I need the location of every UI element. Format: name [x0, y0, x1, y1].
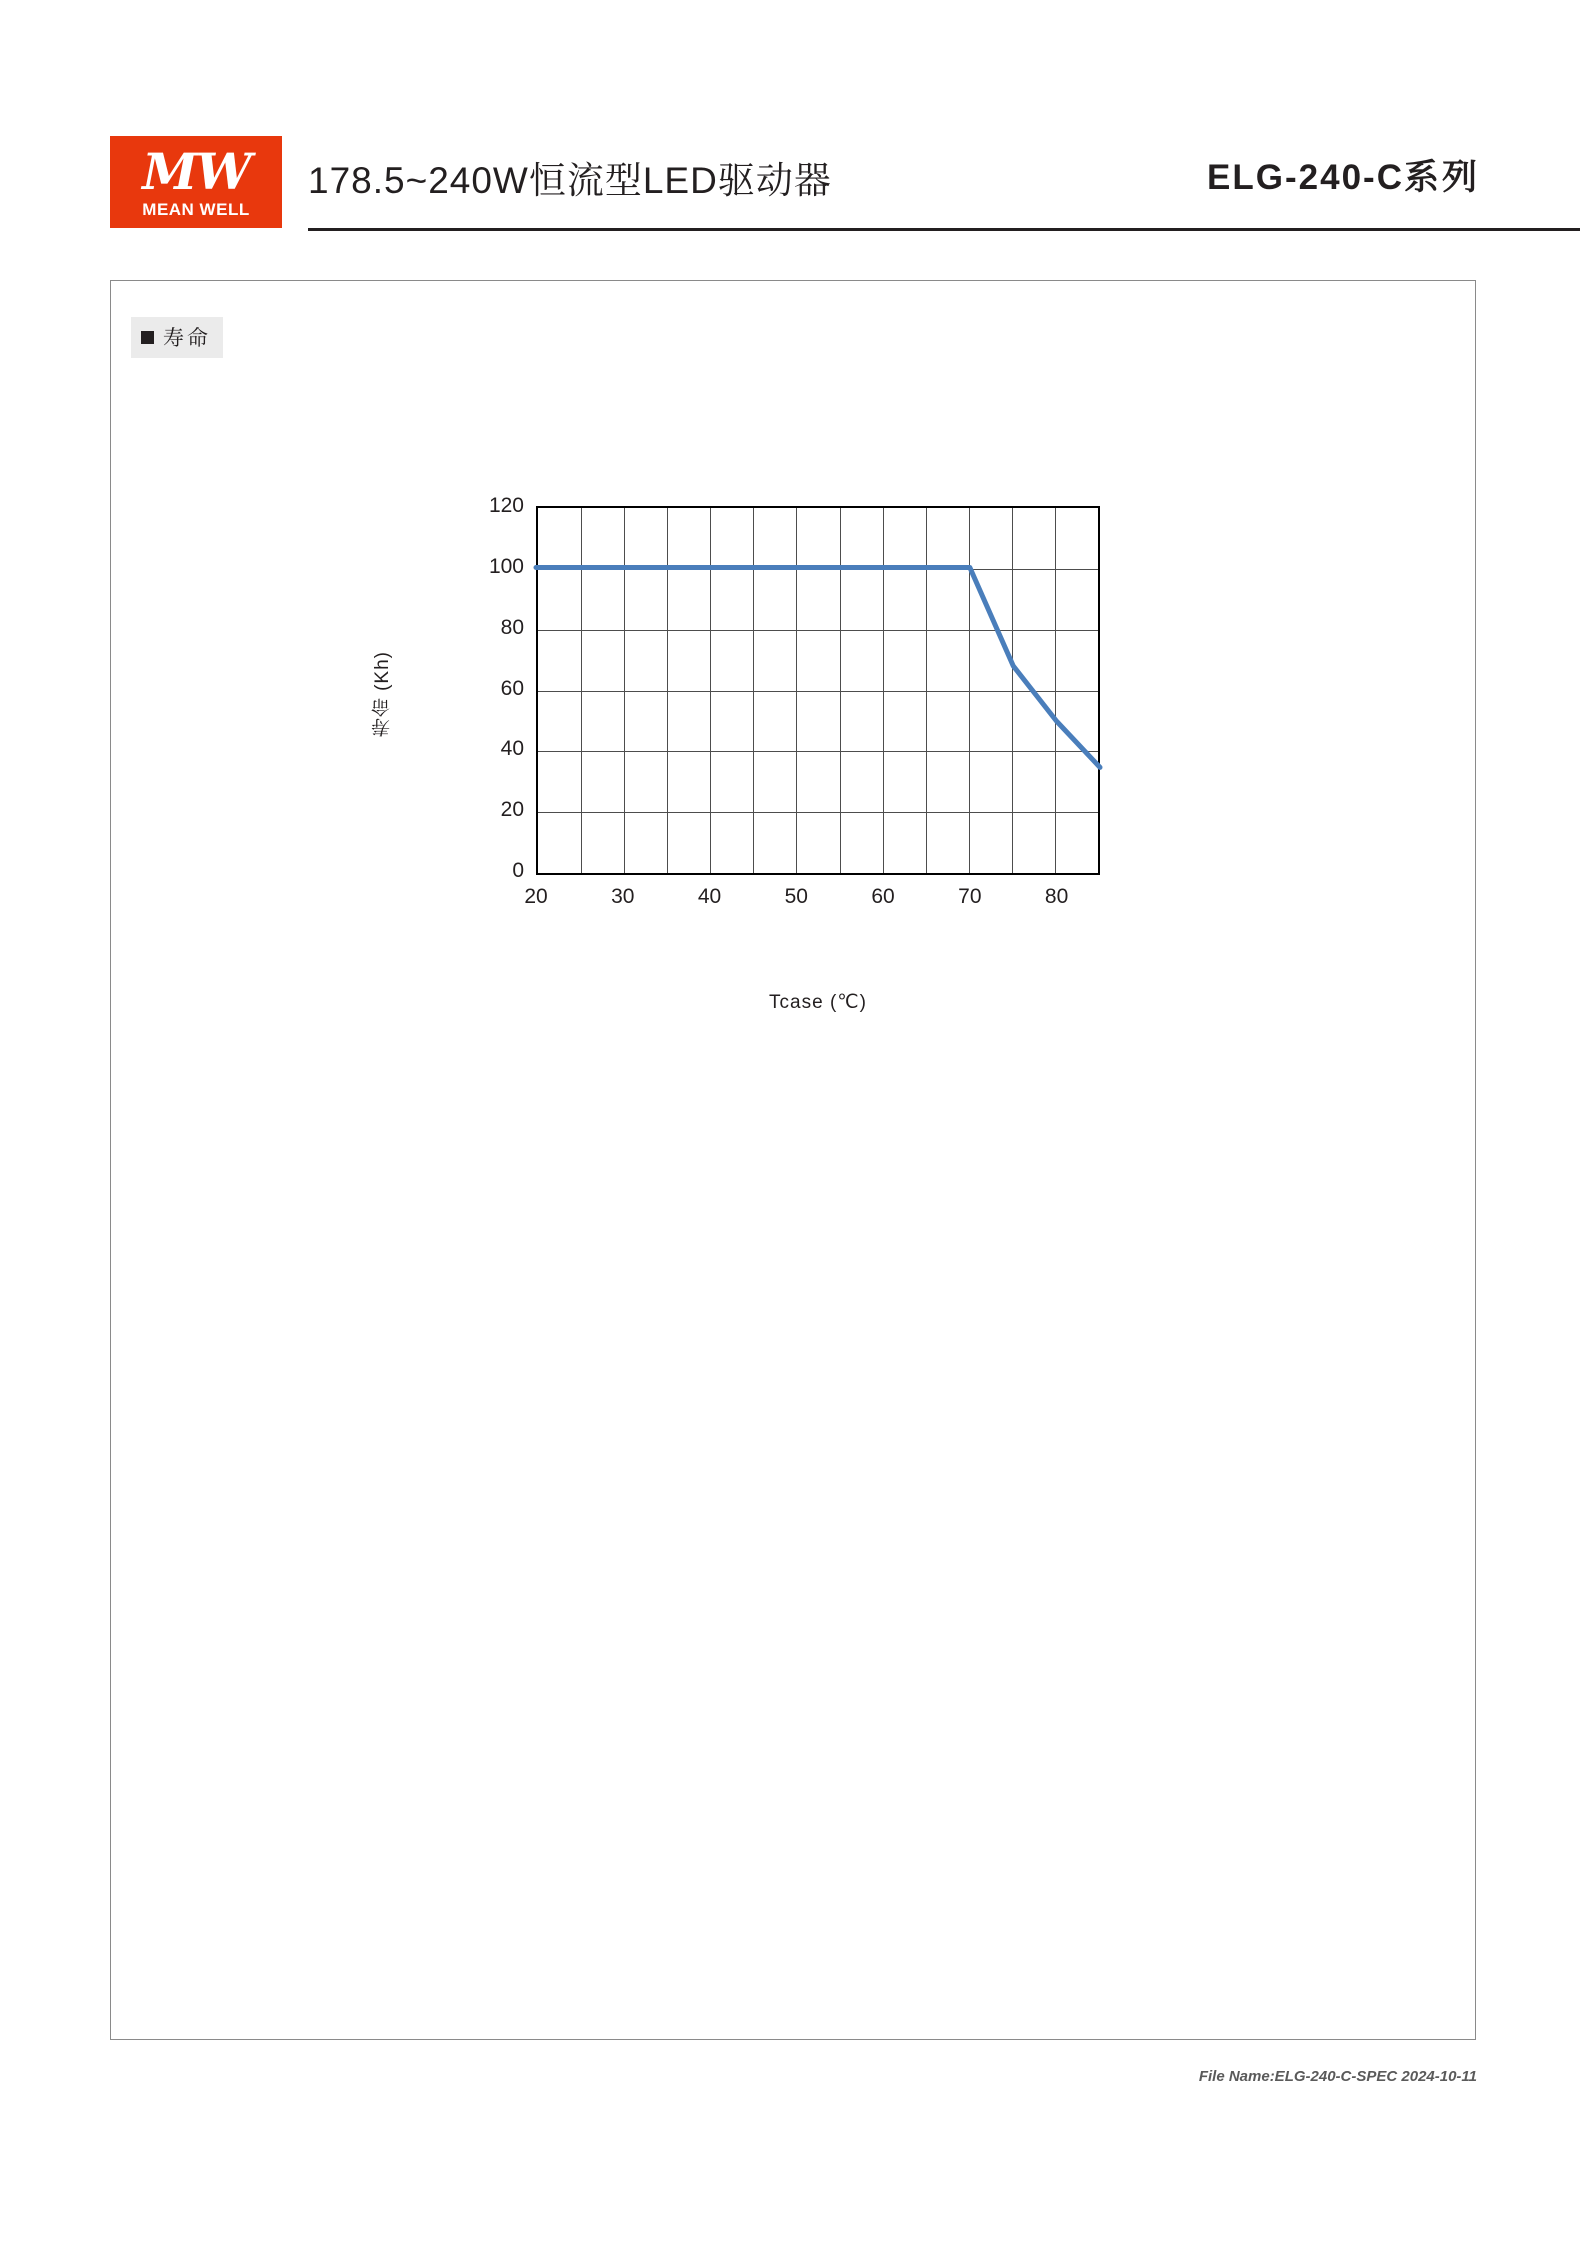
logo-mark: MW — [142, 141, 250, 201]
page-title: 178.5~240W恒流型LED驱动器 — [308, 160, 832, 201]
model-code: ELG-240-C — [1207, 158, 1404, 197]
meanwell-logo — [110, 136, 282, 228]
y-tick-label: 40 — [500, 737, 524, 761]
series-line — [536, 568, 1100, 768]
series-life — [536, 506, 1100, 875]
x-axis-title: Tcase (℃) — [769, 992, 867, 1013]
y-tick-label: 60 — [500, 676, 524, 700]
y-tick-label: 80 — [500, 615, 524, 639]
footer-file-name: File Name:ELG-240-C-SPEC 2024-10-11 — [1198, 2068, 1477, 2085]
life-expectancy-chart — [361, 481, 1361, 1101]
y-axis-ticks — [456, 494, 524, 882]
x-tick-label: 60 — [871, 885, 895, 908]
x-axis-ticks — [524, 885, 1100, 921]
section-heading-label: 寿命 — [163, 327, 211, 350]
x-tick-label: 50 — [784, 885, 808, 908]
model-name — [1207, 150, 1480, 200]
model-series-suffix: 系列 — [1403, 158, 1480, 197]
page-header — [110, 128, 1480, 228]
y-axis-title: 寿命 (Kh) — [372, 651, 393, 738]
header-divider — [308, 228, 1580, 231]
x-tick-label: 80 — [1044, 885, 1069, 908]
y-tick-label: 120 — [488, 494, 524, 517]
y-tick-label: 20 — [500, 798, 524, 822]
logo-wordmark: MEAN WELL — [142, 199, 250, 219]
x-tick-label: 20 — [524, 885, 548, 908]
content-frame — [110, 280, 1476, 2040]
y-tick-label: 100 — [488, 554, 524, 578]
x-tick-label: 70 — [958, 885, 982, 908]
y-tick-label: 0 — [512, 859, 524, 882]
x-tick-label: 40 — [697, 885, 722, 908]
bullet-square-icon — [141, 331, 154, 344]
x-tick-label: 30 — [611, 885, 635, 908]
section-heading — [131, 317, 223, 358]
